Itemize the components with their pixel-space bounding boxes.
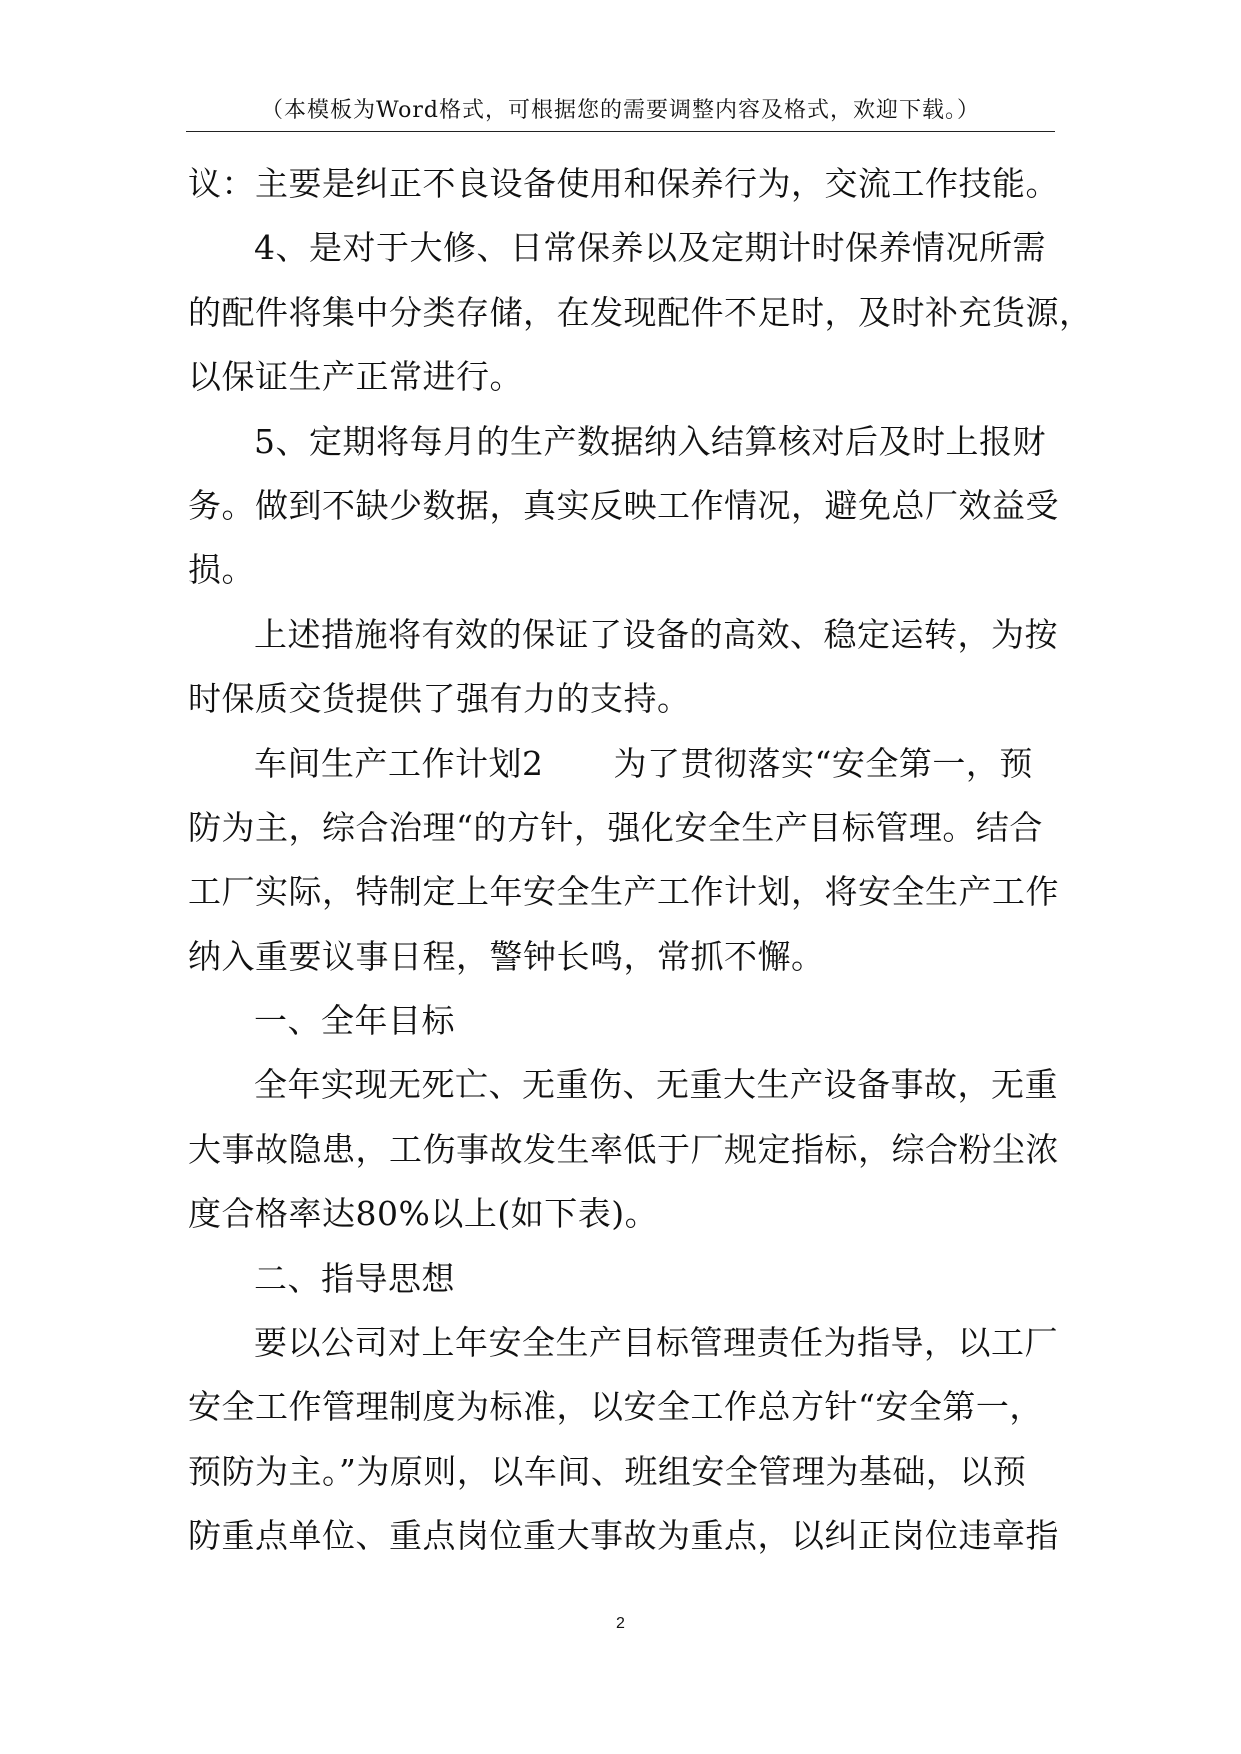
body-line: 安全工作管理制度为标准，以安全工作总方针“安全第一，: [188, 1387, 1043, 1427]
body-line: 要以公司对上年安全生产目标管理责任为指导，以工厂: [254, 1323, 1058, 1363]
body-line: 上述措施将有效的保证了设备的高效、稳定运转，为按: [254, 614, 1058, 654]
body-line: 4、是对于大修、日常保养以及定期计时保养情况所需: [254, 228, 1046, 268]
body-line: 防为主，综合治理“的方针，强化安全生产目标管理。结合: [188, 807, 1043, 847]
plan-intro: 为了贯彻落实“安全第一，预: [613, 743, 1033, 783]
page-number: 2: [616, 1615, 625, 1632]
section-heading: 二、指导思想: [254, 1258, 455, 1298]
header-divider: [186, 131, 1055, 132]
body-line: 损。: [188, 550, 255, 590]
body-line: 的配件将集中分类存储，在发现配件不足时，及时补充货源，: [188, 292, 1093, 332]
body-line: 防重点单位、重点岗位重大事故为重点，以纠正岗位违章指: [188, 1516, 1059, 1556]
body-line: 工厂实际，特制定上年安全生产工作计划，将安全生产工作: [188, 872, 1059, 912]
plan-title: 车间生产工作计划2: [254, 743, 544, 783]
body-line: 议：主要是纠正不良设备使用和保养行为，交流工作技能。: [188, 164, 1059, 203]
body-line: 时保质交货提供了强有力的支持。: [188, 679, 691, 719]
body-line: 预防为主。”为原则，以车间、班组安全管理为基础，以预: [188, 1451, 1027, 1491]
body-line: 纳入重要议事日程，警钟长鸣，常抓不懈。: [188, 936, 825, 976]
body-line: 度合格率达80%以上(如下表)。: [188, 1194, 659, 1234]
body-line: 以保证生产正常进行。: [188, 357, 523, 397]
section-title-line: [188, 732, 1068, 796]
document-body: [188, 152, 1093, 1569]
body-line: 务。做到不缺少数据，真实反映工作情况，避免总厂效益受: [188, 485, 1059, 525]
body-line: 大事故隐患，工伤事故发生率低于厂规定指标，综合粉尘浓: [188, 1129, 1059, 1169]
body-line: 5、定期将每月的生产数据纳入结算核对后及时上报财: [254, 421, 1046, 461]
template-note-header: （本模板为Word格式，可根据您的需要调整内容及格式，欢迎下载。）: [261, 98, 980, 123]
section-heading: 一、全年目标: [254, 1001, 455, 1041]
body-line: 全年实现无死亡、无重伤、无重大生产设备事故，无重: [254, 1065, 1058, 1105]
